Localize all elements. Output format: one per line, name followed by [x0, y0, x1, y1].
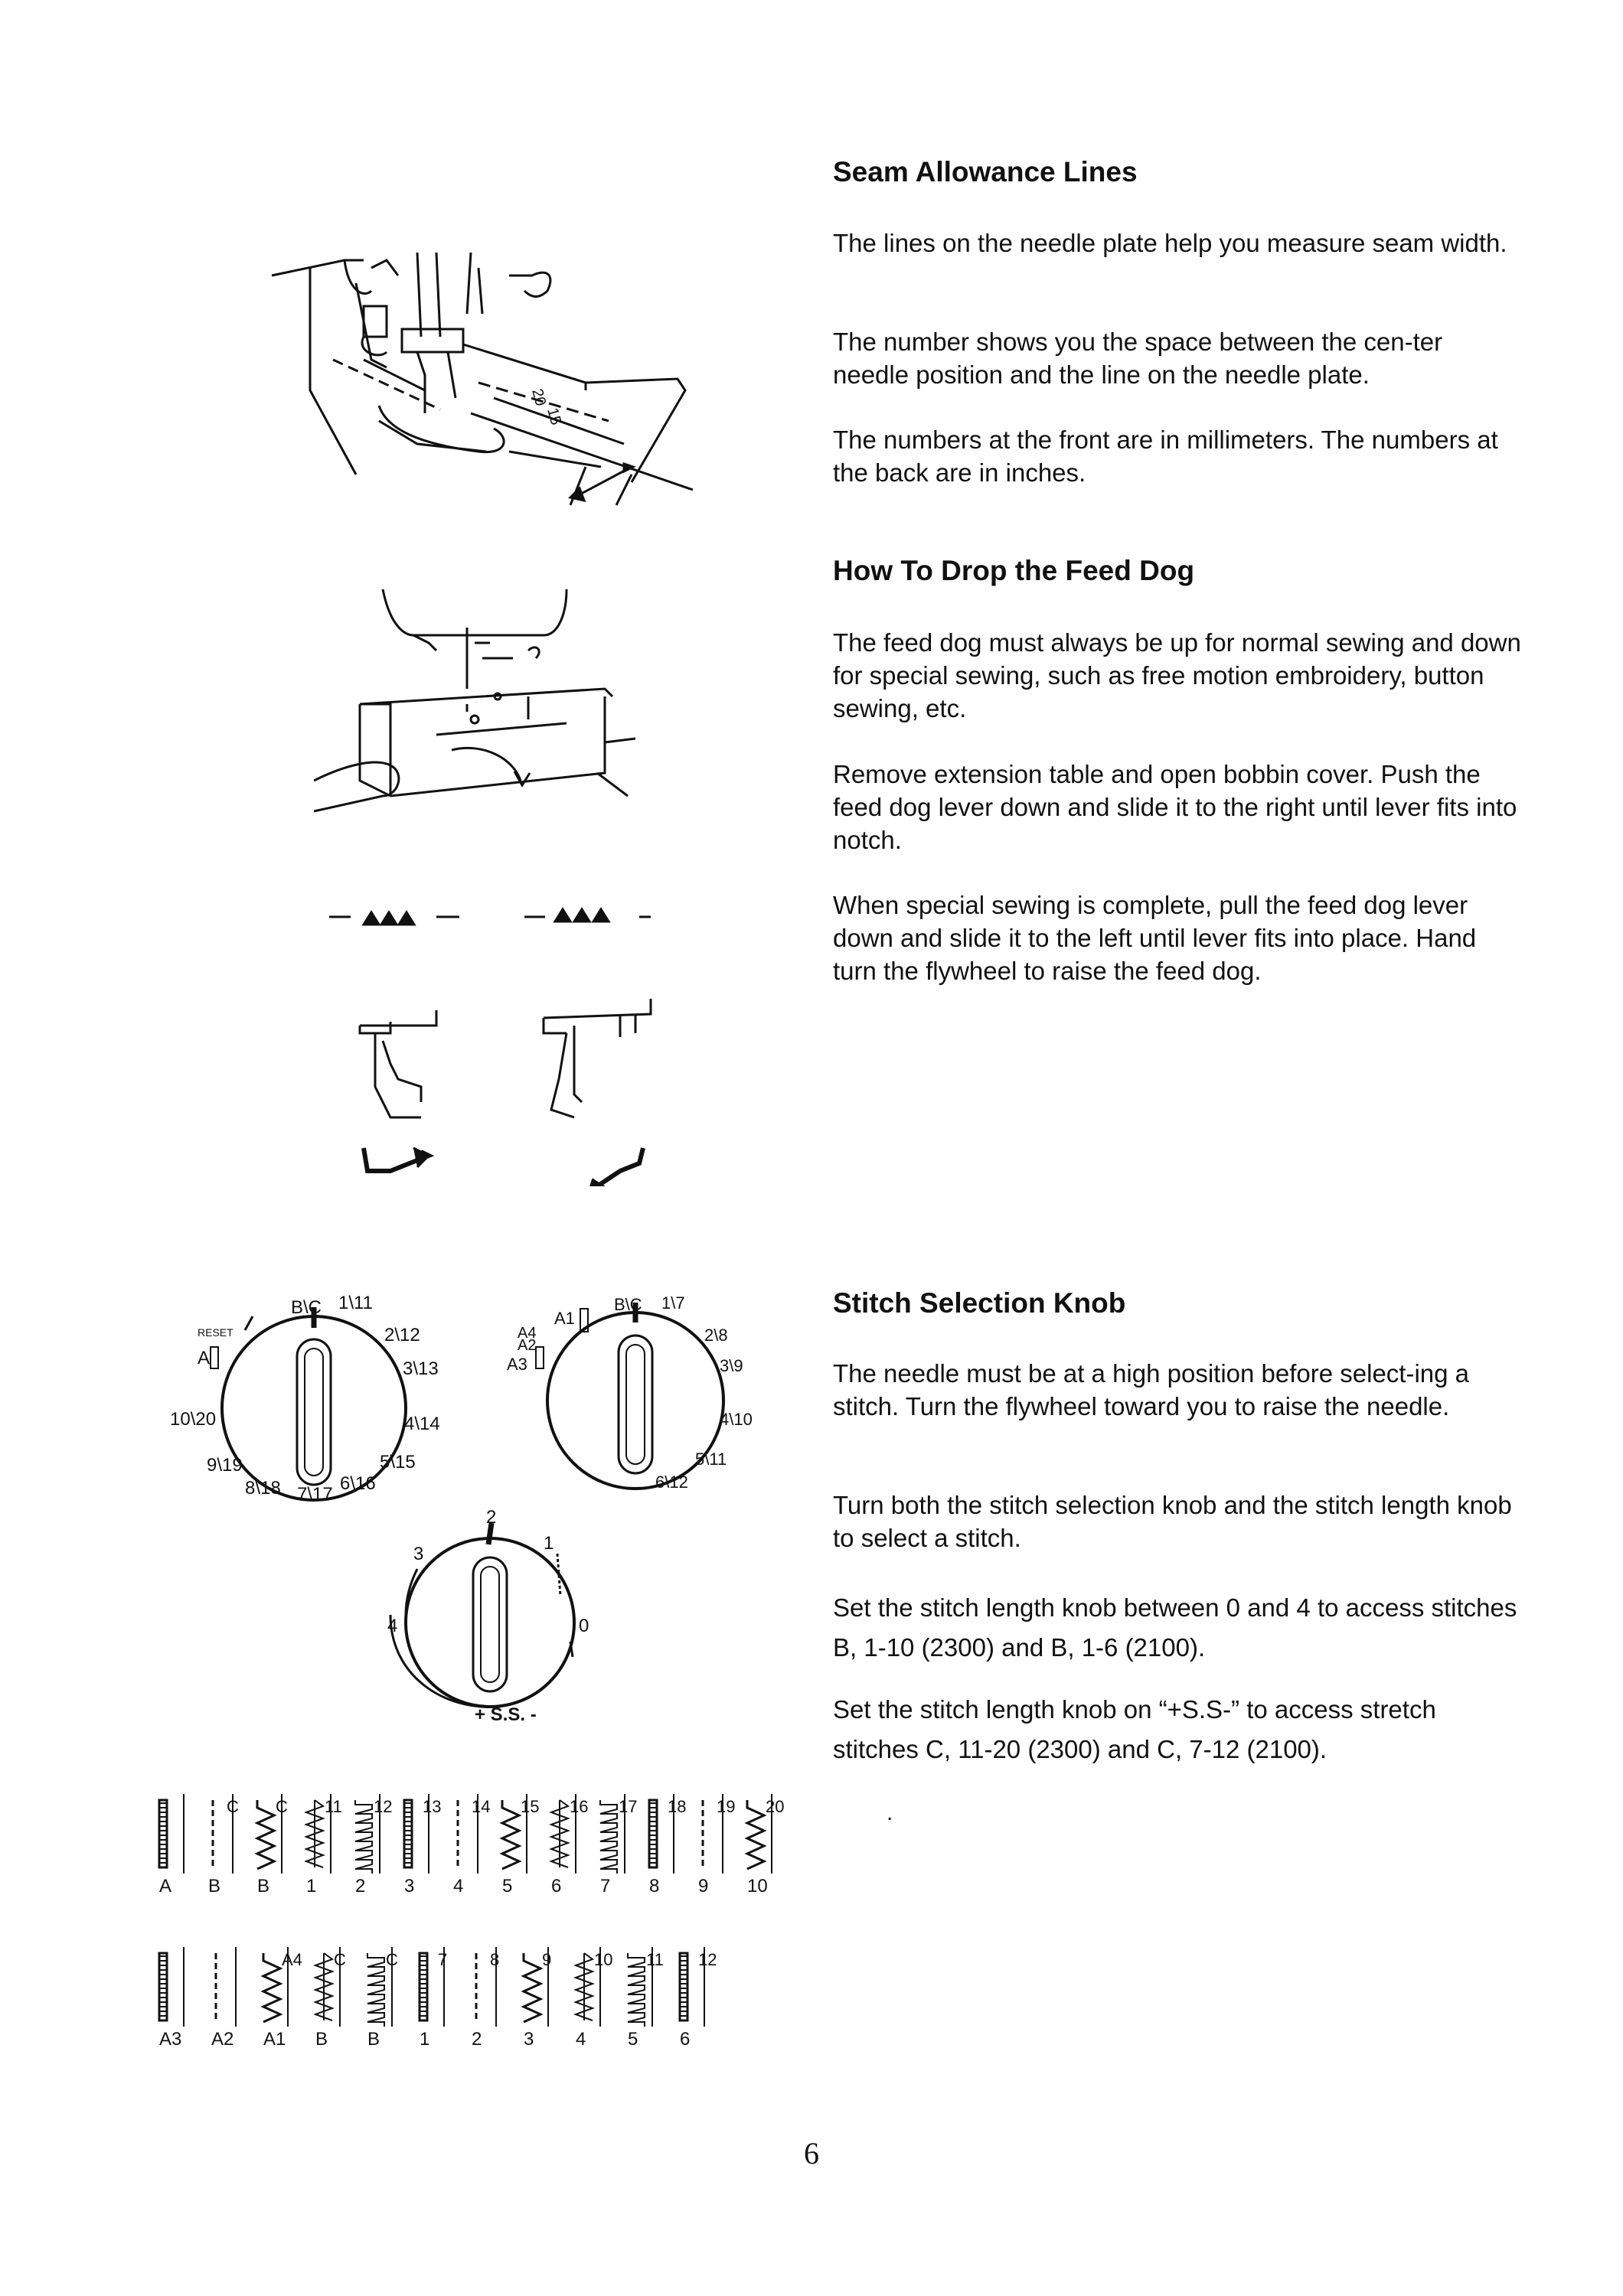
- knob2300-l4: 4\14: [404, 1414, 440, 1434]
- stitch-2300-label: B: [257, 1876, 270, 1896]
- stitch-2100-label: A3: [159, 2029, 182, 2050]
- knob2100-bc: B\C: [614, 1295, 642, 1314]
- knob2300-l2: 2\12: [384, 1325, 420, 1345]
- page-number: 6: [804, 2136, 819, 2170]
- length-l1: 1: [544, 1533, 554, 1554]
- knob2300-l9: 9\19: [207, 1455, 243, 1476]
- knob2300-l7: 7\17: [297, 1484, 333, 1505]
- seam-fig-label-15: 15: [544, 406, 565, 427]
- seam-paragraph-2: The number shows you the space between the cen-ter needle position and the line on the needle plate.: [833, 328, 1443, 389]
- knob2300-l3: 3\13: [403, 1358, 439, 1379]
- stitch-2100-top-label: C: [334, 1950, 346, 1969]
- stitch-2300-label: 6: [551, 1876, 562, 1896]
- stitch-2100-label: 4: [576, 2029, 586, 2050]
- stitch-2300-label: 2: [355, 1876, 366, 1896]
- stitch-2300-top-label: 16: [570, 1797, 589, 1816]
- stitch-2100-top-label: 12: [698, 1950, 717, 1969]
- stitch-2300-label: 9: [698, 1876, 709, 1896]
- knob2100-a3: A3: [507, 1355, 527, 1374]
- stitch-2300-top-label: 18: [668, 1797, 687, 1816]
- stray-dot: .: [887, 1800, 893, 1825]
- stitch-selection-title: Stitch Selection Knob: [833, 1287, 1126, 1319]
- knob2100-l6: 6\12: [655, 1473, 688, 1492]
- stitch-chart-2100: [153, 1944, 766, 2051]
- stitch-2100-top-label: C: [386, 1950, 398, 1969]
- knob2100-l3: 3\9: [720, 1356, 743, 1375]
- stitch-2300-top-label: C: [276, 1797, 288, 1816]
- stitch-2100-top-label: 9: [542, 1950, 552, 1969]
- stitch-2100-top-label: 11: [646, 1950, 664, 1969]
- stitch-2300-label: 10: [747, 1876, 768, 1896]
- stitch-2100-label: 1: [420, 2029, 430, 2050]
- stitch-2300-label: 3: [404, 1876, 415, 1896]
- stitch-paragraph-4: Set the stitch length knob on “+S.S-” to access stretch stitches C, 11-20 (2300) and C, 7-12 (2100).: [833, 1695, 1436, 1763]
- seam-allowance-illustration: [264, 245, 693, 520]
- knob2100-a4: A4: [518, 1325, 537, 1342]
- feed-paragraph-1: The feed dog must always be up for normal sewing and down for special sewing, such as free motion embroidery, button sewing, etc.: [833, 628, 1521, 722]
- feed-paragraph-2: Remove extension table and open bobbin cover. Push the feed dog lever down and slide it to the right until lever fits into notch.: [833, 760, 1517, 854]
- seam-paragraph-3: The numbers at the front are in millimeters. The numbers at the back are in inches.: [833, 426, 1498, 487]
- stitch-paragraph-1: The needle must be at a high position before select-ing a stitch. Turn the flywheel toward you to raise the needle.: [833, 1359, 1470, 1420]
- stitch-2100-top-label: 10: [594, 1950, 613, 1969]
- stitch-2300-label: 7: [600, 1876, 611, 1896]
- stitch-2100-label: B: [367, 2029, 380, 2050]
- stitch-2300-label: 8: [649, 1876, 660, 1896]
- stitch-2100-label: A1: [263, 2029, 286, 2050]
- feed-dog-lever-illustration: [329, 903, 666, 1186]
- knob2300-l10: 10\20: [170, 1409, 217, 1430]
- stitch-2100-top-label: 8: [490, 1950, 500, 1969]
- stitch-2300-label: 4: [453, 1876, 464, 1896]
- knob2100-l1: 1\7: [661, 1293, 685, 1313]
- knob2100-l4: 4\10: [720, 1410, 753, 1429]
- knob2300-bc: B\C: [291, 1297, 322, 1318]
- knob2300-l6: 6\16: [340, 1473, 376, 1494]
- knob2100-l5: 5\11: [695, 1450, 727, 1469]
- stitch-2300-top-label: 11: [325, 1797, 342, 1816]
- knob2300-reset: RESET: [198, 1326, 233, 1339]
- knob2300-l1: 1\11: [338, 1293, 373, 1313]
- knob2300-l8: 8\18: [245, 1478, 281, 1499]
- stitch-2300-top-label: 14: [472, 1797, 491, 1816]
- stitch-length-knob[interactable]: [367, 1500, 620, 1737]
- stitch-2100-label: B: [315, 2029, 328, 2050]
- stitch-2300-top-label: 12: [374, 1797, 393, 1816]
- length-ss: + S.S. -: [475, 1704, 537, 1725]
- length-l2: 2: [486, 1507, 497, 1528]
- stitch-2100-label: 5: [628, 2029, 638, 2050]
- seam-fig-label-20: 20: [528, 386, 550, 408]
- stitch-2300-top-label: 15: [521, 1797, 540, 1816]
- knob2100-a2: A2: [518, 1337, 537, 1354]
- stitch-chart-2300: [153, 1791, 804, 1906]
- feed-dog-illustration: [314, 582, 635, 842]
- seam-allowance-title: Seam Allowance Lines: [833, 156, 1138, 188]
- stitch-2100-label: A2: [211, 2029, 234, 2050]
- seam-paragraph-1: The lines on the needle plate help you measure seam width.: [833, 229, 1507, 257]
- stitch-2300-top-label: C: [227, 1797, 239, 1816]
- stitch-2300-top-label: 20: [766, 1797, 785, 1816]
- stitch-2300-label: A: [159, 1876, 172, 1896]
- knob2300-l5: 5\15: [380, 1452, 416, 1473]
- length-l4: 4: [387, 1616, 398, 1636]
- stitch-2300-label: B: [208, 1876, 221, 1896]
- stitch-2100-label: 6: [680, 2029, 691, 2050]
- stitch-2300-top-label: 19: [717, 1797, 736, 1816]
- stitch-2100-label: 2: [472, 2029, 482, 2050]
- stitch-2100-top-label: A4: [282, 1950, 302, 1969]
- stitch-2300-top-label: 13: [423, 1797, 442, 1816]
- stitch-paragraph-3: Set the stitch length knob between 0 and 4 to access stitches B, 1-10 (2300) and B, 1-6 (2100).: [833, 1593, 1517, 1662]
- stitch-paragraph-2: Turn both the stitch selection knob and the stitch length knob to select a stitch.: [833, 1491, 1512, 1552]
- feed-dog-title: How To Drop the Feed Dog: [833, 555, 1195, 586]
- stitch-2100-top-label: 7: [438, 1950, 448, 1969]
- stitch-2300-label: 1: [306, 1876, 317, 1896]
- stitch-2300-label: 5: [502, 1876, 513, 1896]
- knob2300-a: A: [198, 1348, 211, 1368]
- length-l0: 0: [579, 1616, 589, 1636]
- length-l3: 3: [413, 1544, 424, 1564]
- stitch-2300-top-label: 17: [619, 1797, 638, 1816]
- knob2100-a1: A1: [554, 1309, 575, 1328]
- feed-paragraph-3: When special sewing is complete, pull the feed dog lever down and slide it to the left until lever fits into place. Hand turn the flywheel to raise the feed dog.: [833, 891, 1477, 985]
- knob2100-l2: 2\8: [704, 1326, 728, 1345]
- stitch-2100-label: 3: [524, 2029, 534, 2050]
- stitch-knob-2100[interactable]: [490, 1293, 781, 1523]
